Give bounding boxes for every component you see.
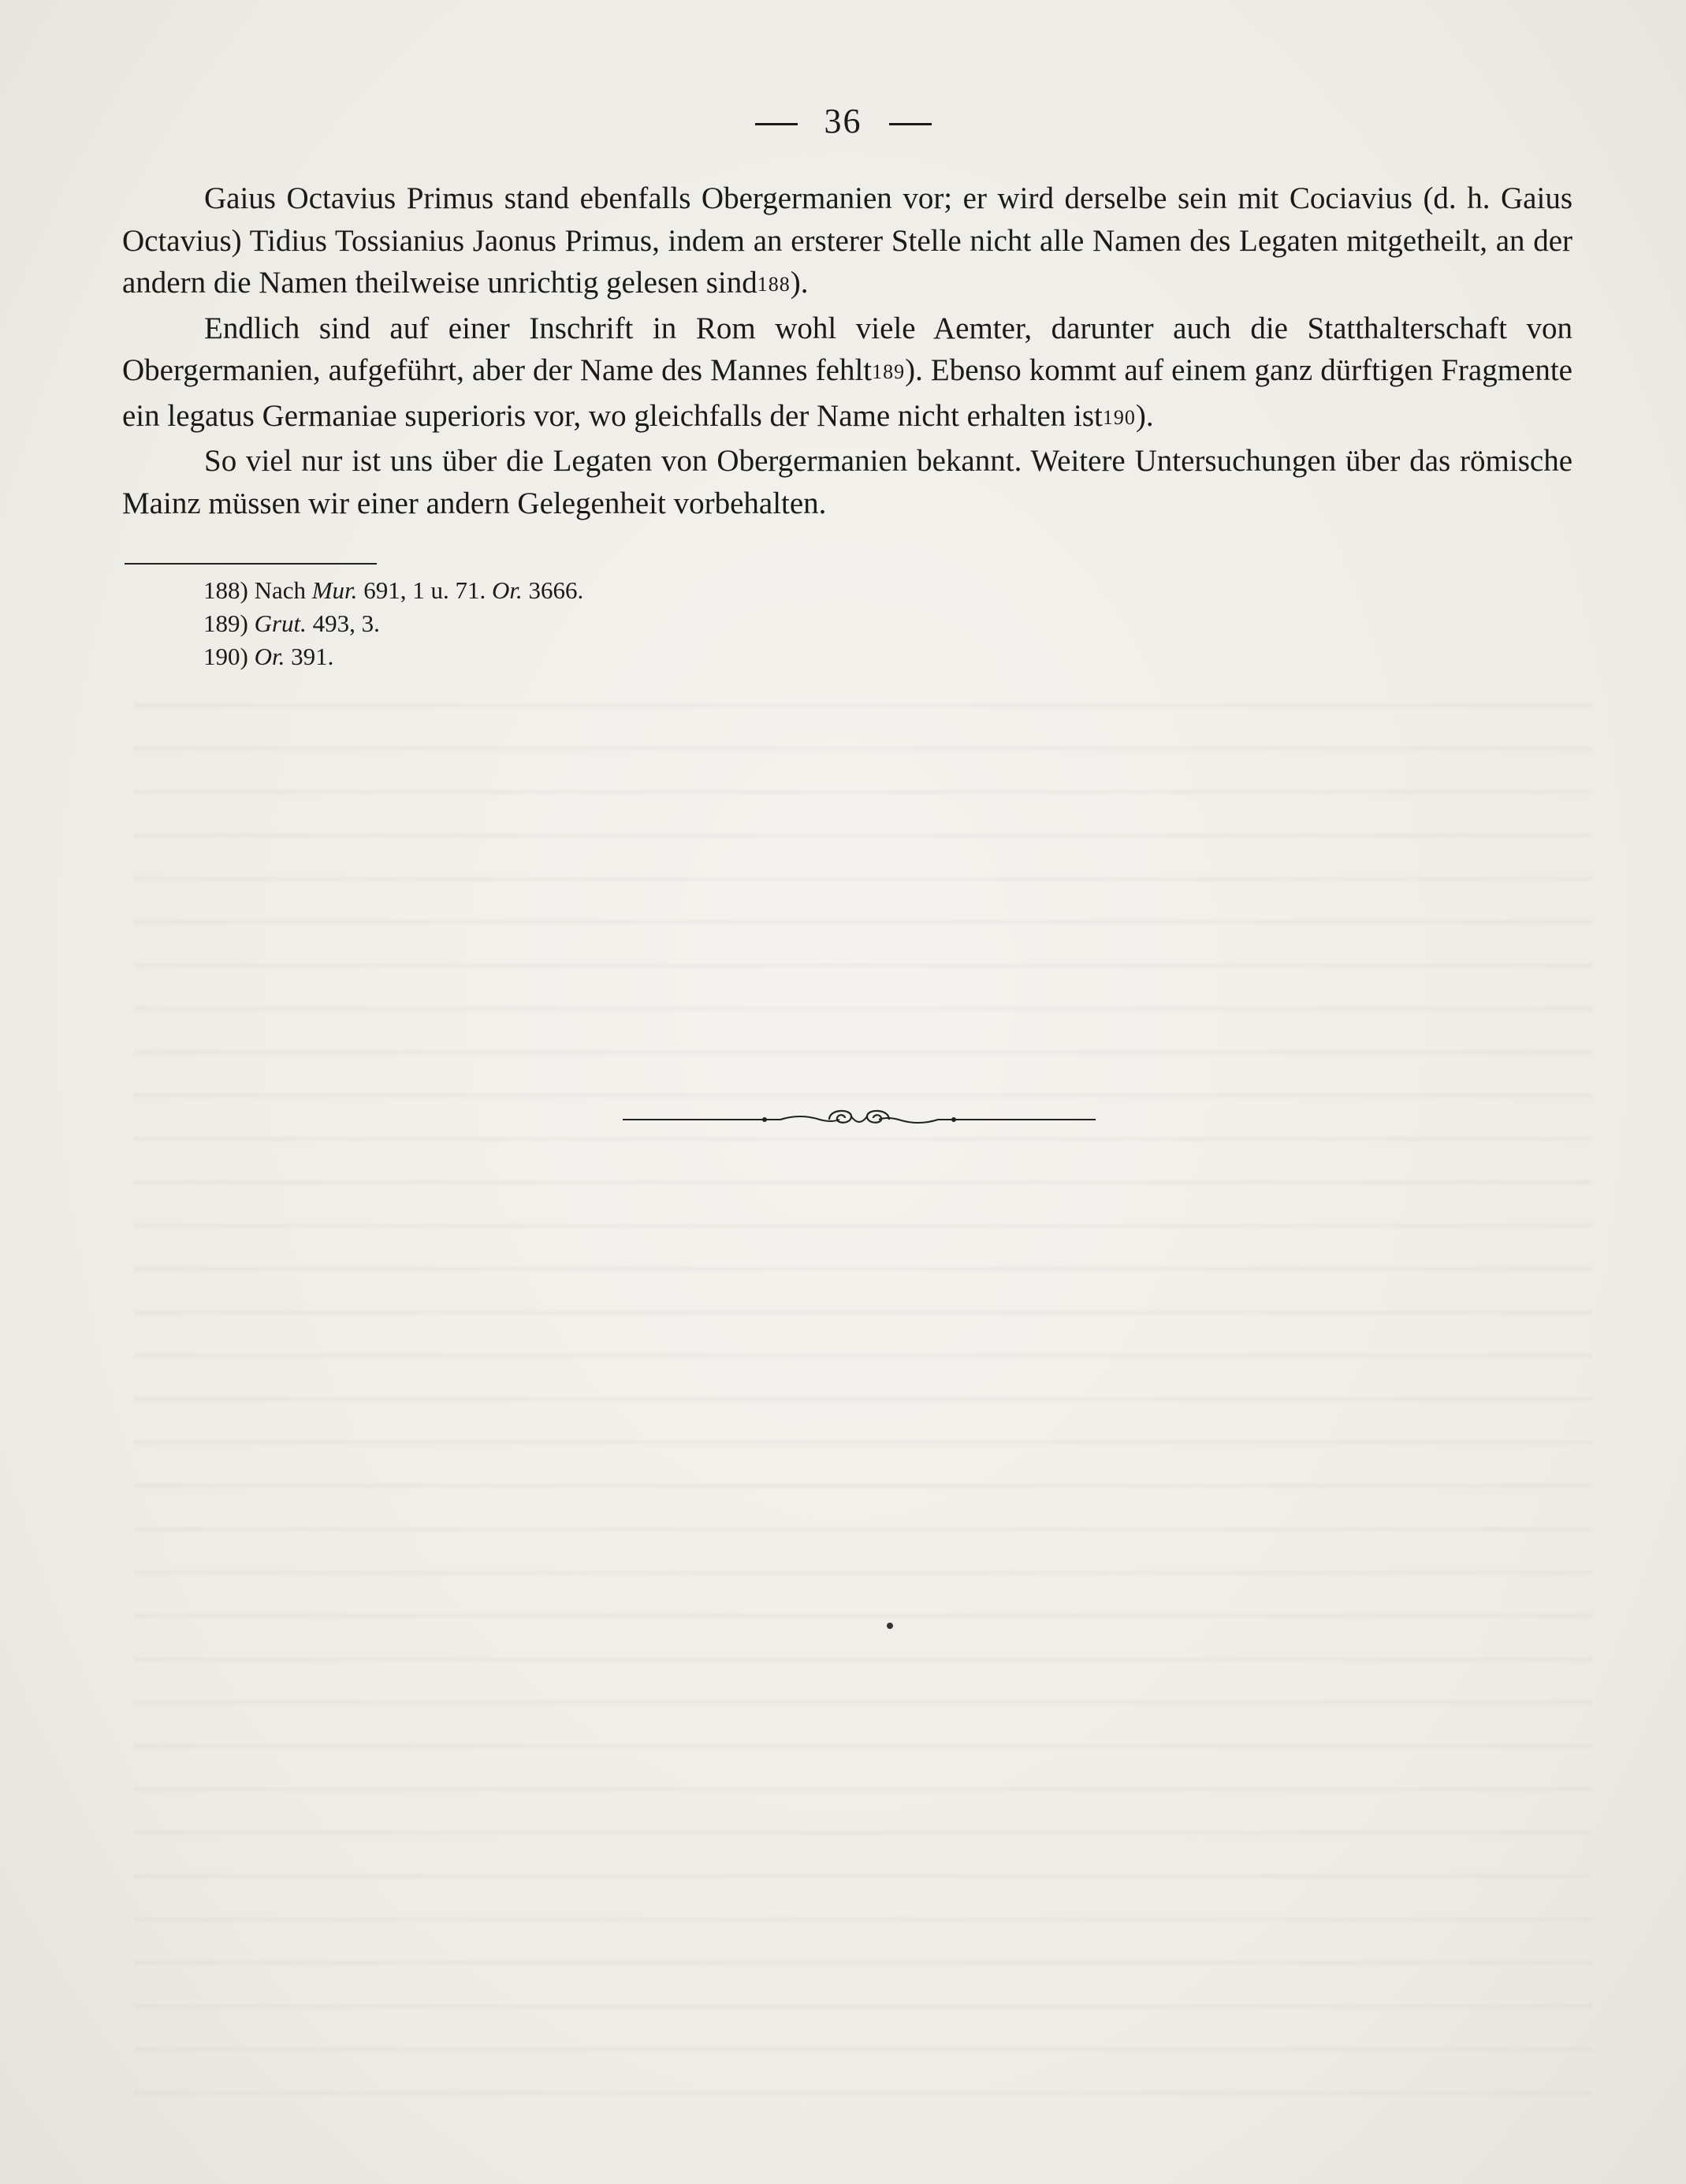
paragraph-3-text: So viel nur ist uns über die Legaten von Obergermanien bekannt. Weitere Untersuchungen über das römische Mainz müssen wir einer andern Gelegenheit vorbehalten.: [122, 444, 1572, 520]
paragraph-1-tail: ).: [790, 266, 809, 300]
footnote-source: Mur.: [311, 576, 358, 604]
footnote-text: 493, 3.: [306, 609, 380, 637]
footnote-text: 391.: [285, 643, 334, 670]
ink-speck: [887, 1623, 893, 1629]
footnote-188: [203, 574, 583, 607]
paragraph-2-tail: ). Ebenso kommt auf einem ganz dürftigen Fragmente ein legatus Germaniae superioris vor, wo gleichfalls der Name nicht erhalten ist: [122, 353, 1572, 433]
footnote-source: Or.: [491, 576, 523, 604]
footnote-source: Or.: [254, 643, 285, 670]
paragraph-1: [122, 177, 1572, 307]
footnote-text: 3666.: [522, 576, 584, 604]
page-number-header: [0, 101, 1686, 141]
show-through-background: [134, 678, 1592, 2097]
paragraph-2-tail-2: ).: [1135, 398, 1154, 433]
paragraph-2: [122, 307, 1572, 441]
footnote-ref-190: 190: [1102, 405, 1136, 429]
footnotes: [203, 574, 583, 673]
footnote-number: 189): [203, 609, 248, 637]
paragraph-2-text: Endlich sind auf einer Inschrift in Rom wohl viele Aemter, darunter auch die Statthalterschaft von Obergermanien, aufgeführt, aber der Name des Mannes fehlt: [122, 311, 1572, 387]
footnote-text: 691, 1 u. 71.: [357, 576, 492, 604]
footnote-number: 190): [203, 643, 248, 670]
paragraph-1-text: Gaius Octavius Primus stand ebenfalls Obergermanien vor; er wird derselbe sein mit Cociavius (d. h. Gaius Octavius) Tidius Tossianius Jaonus Primus, indem an ersterer Stelle nicht alle Namen des Legaten mitgetheilt, an der andern die Namen theilweise unrichtig gelesen sind: [122, 181, 1572, 300]
right-dash: [889, 123, 932, 125]
footnote-source: Grut.: [254, 609, 307, 637]
footnote-190: [203, 640, 583, 673]
footnote-number: 188): [203, 576, 248, 604]
page-number: 36: [824, 102, 862, 140]
left-dash: [755, 123, 798, 125]
footnote-text: Nach: [254, 576, 312, 604]
footnote-ref-189: 189: [872, 360, 906, 383]
footnote-ref-188: 188: [757, 273, 791, 296]
footnote-rule: [125, 563, 377, 565]
paragraph-3: [122, 440, 1572, 524]
body-text: [122, 177, 1572, 524]
end-ornament-icon: [623, 1104, 1096, 1135]
footnote-189: [203, 607, 583, 640]
